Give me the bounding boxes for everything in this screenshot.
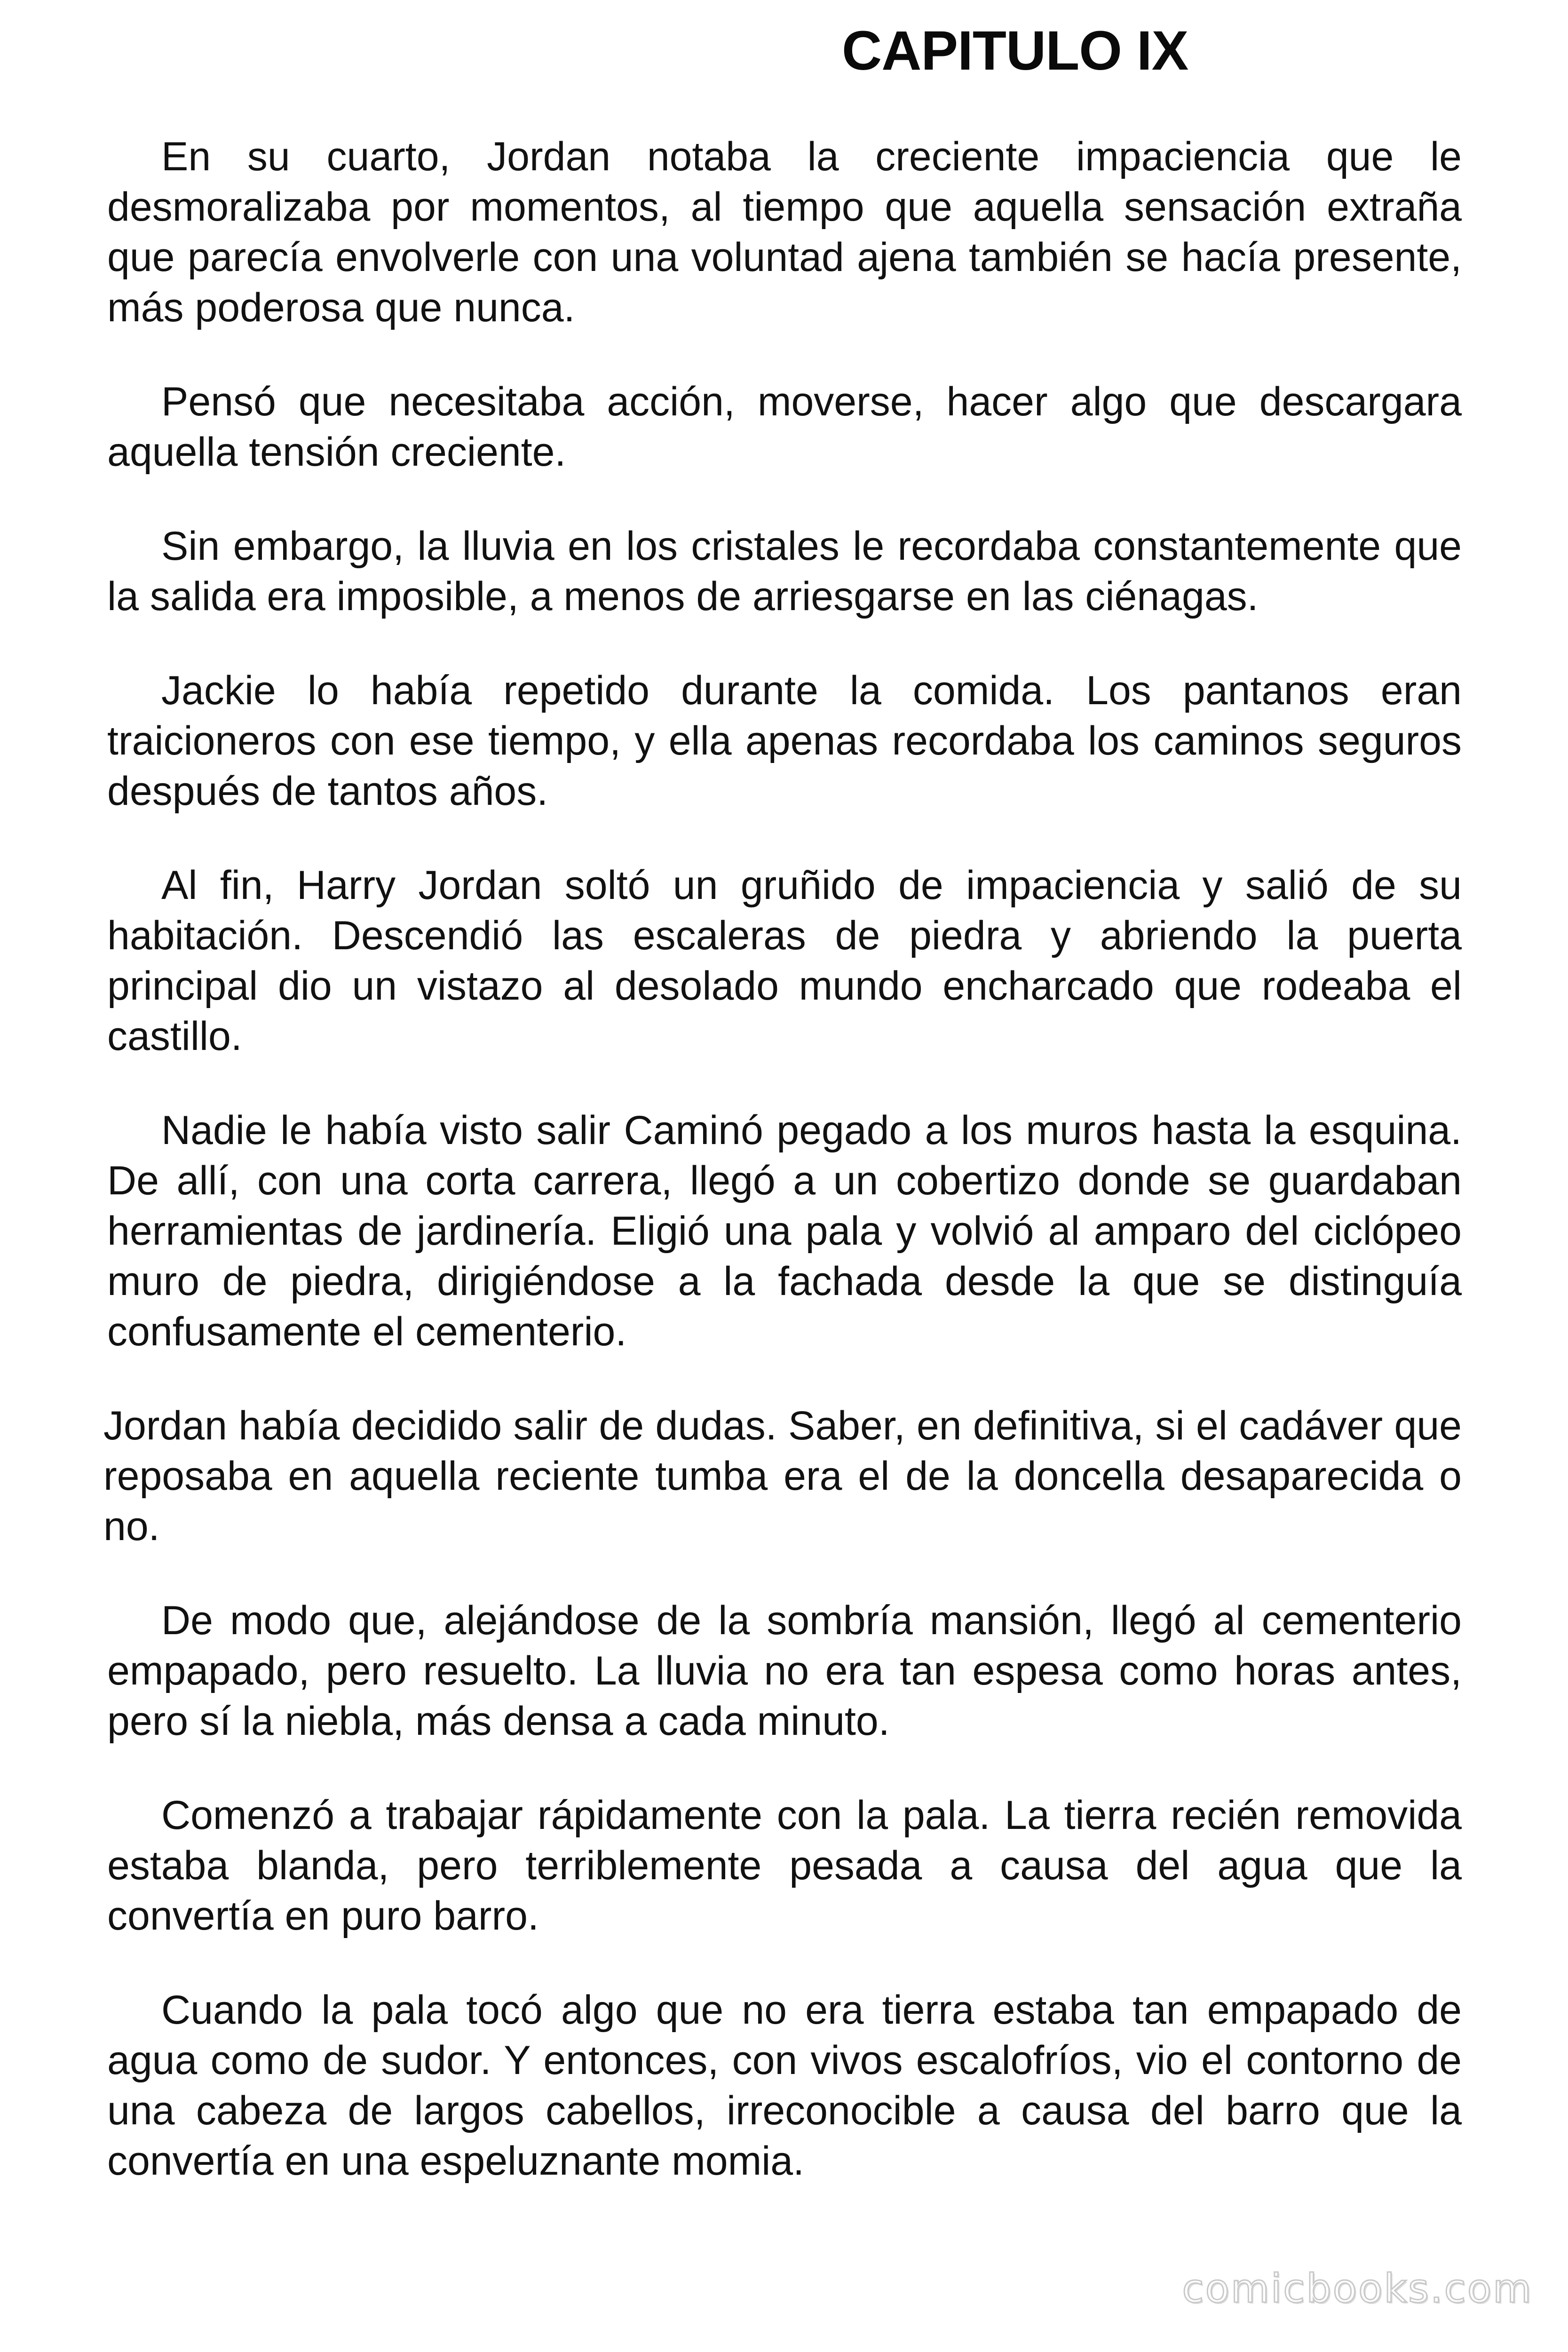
paragraph: Pensó que necesitaba acción, moverse, hacer algo que descargara aquella tensión creciente. [107, 379, 1462, 475]
paragraph: Al fin, Harry Jordan soltó un gruñido de impaciencia y salió de su habitación. Descendió las escaleras de piedra y abriendo la puerta principal dio un vistazo al desolado mundo encharcado que rodeaba el castillo. [107, 863, 1462, 1059]
paragraph: De modo que, alejándose de la sombría mansión, llegó al cementerio empapado, pero resuelto. La lluvia no era tan espesa como horas antes, pero sí la niebla, más densa a cada minuto. [107, 1598, 1462, 1744]
paragraph: Comenzó a trabajar rápidamente con la pala. La tierra recién removida estaba blanda, pero terriblemente pesada a causa del agua que la convertía en puro barro. [107, 1793, 1462, 1939]
chapter-title: CAPITULO IX [842, 20, 1188, 82]
paragraph: Sin embargo, la lluvia en los cristales le recordaba constantemente que la salida era imposible, a menos de arriesgarse en las ciénagas. [107, 524, 1462, 619]
paragraph: Jordan había decidido salir de dudas. Saber, en definitiva, si el cadáver que reposaba en aquella reciente tumba era el de la doncella desaparecida o no. [103, 1403, 1462, 1549]
paragraph: En su cuarto, Jordan notaba la creciente impaciencia que le desmoralizaba por momentos, al tiempo que aquella sensación extraña que parecía envolverle con una voluntad ajena también se hacía presente, más poderosa que nunca. [107, 134, 1462, 330]
paragraph: Cuando la pala tocó algo que no era tierra estaba tan empapado de agua como de sudor. Y entonces, con vivos escalofríos, vio el contorno de una cabeza de largos cabellos, irreconocible a causa del barro que la convertía en una espeluznante momia. [107, 1987, 1462, 2184]
chapter-body [103, 132, 1462, 2230]
paragraph: Jackie lo había repetido durante la comida. Los pantanos eran traicioneros con ese tiempo, y ella apenas recordaba los caminos seguros después de tantos años. [107, 668, 1462, 814]
paragraph: Nadie le había visto salir Caminó pegado a los muros hasta la esquina. De allí, con una corta carrera, llegó a un cobertizo donde se guardaban herramientas de jardinería. Eligió una pala y volvió al amparo del ciclópeo muro de piedra, dirigiéndose a la fachada desde la que se distinguía confusamente el cementerio. [107, 1108, 1462, 1354]
watermark: comicbooks.com [1182, 2265, 1533, 2312]
